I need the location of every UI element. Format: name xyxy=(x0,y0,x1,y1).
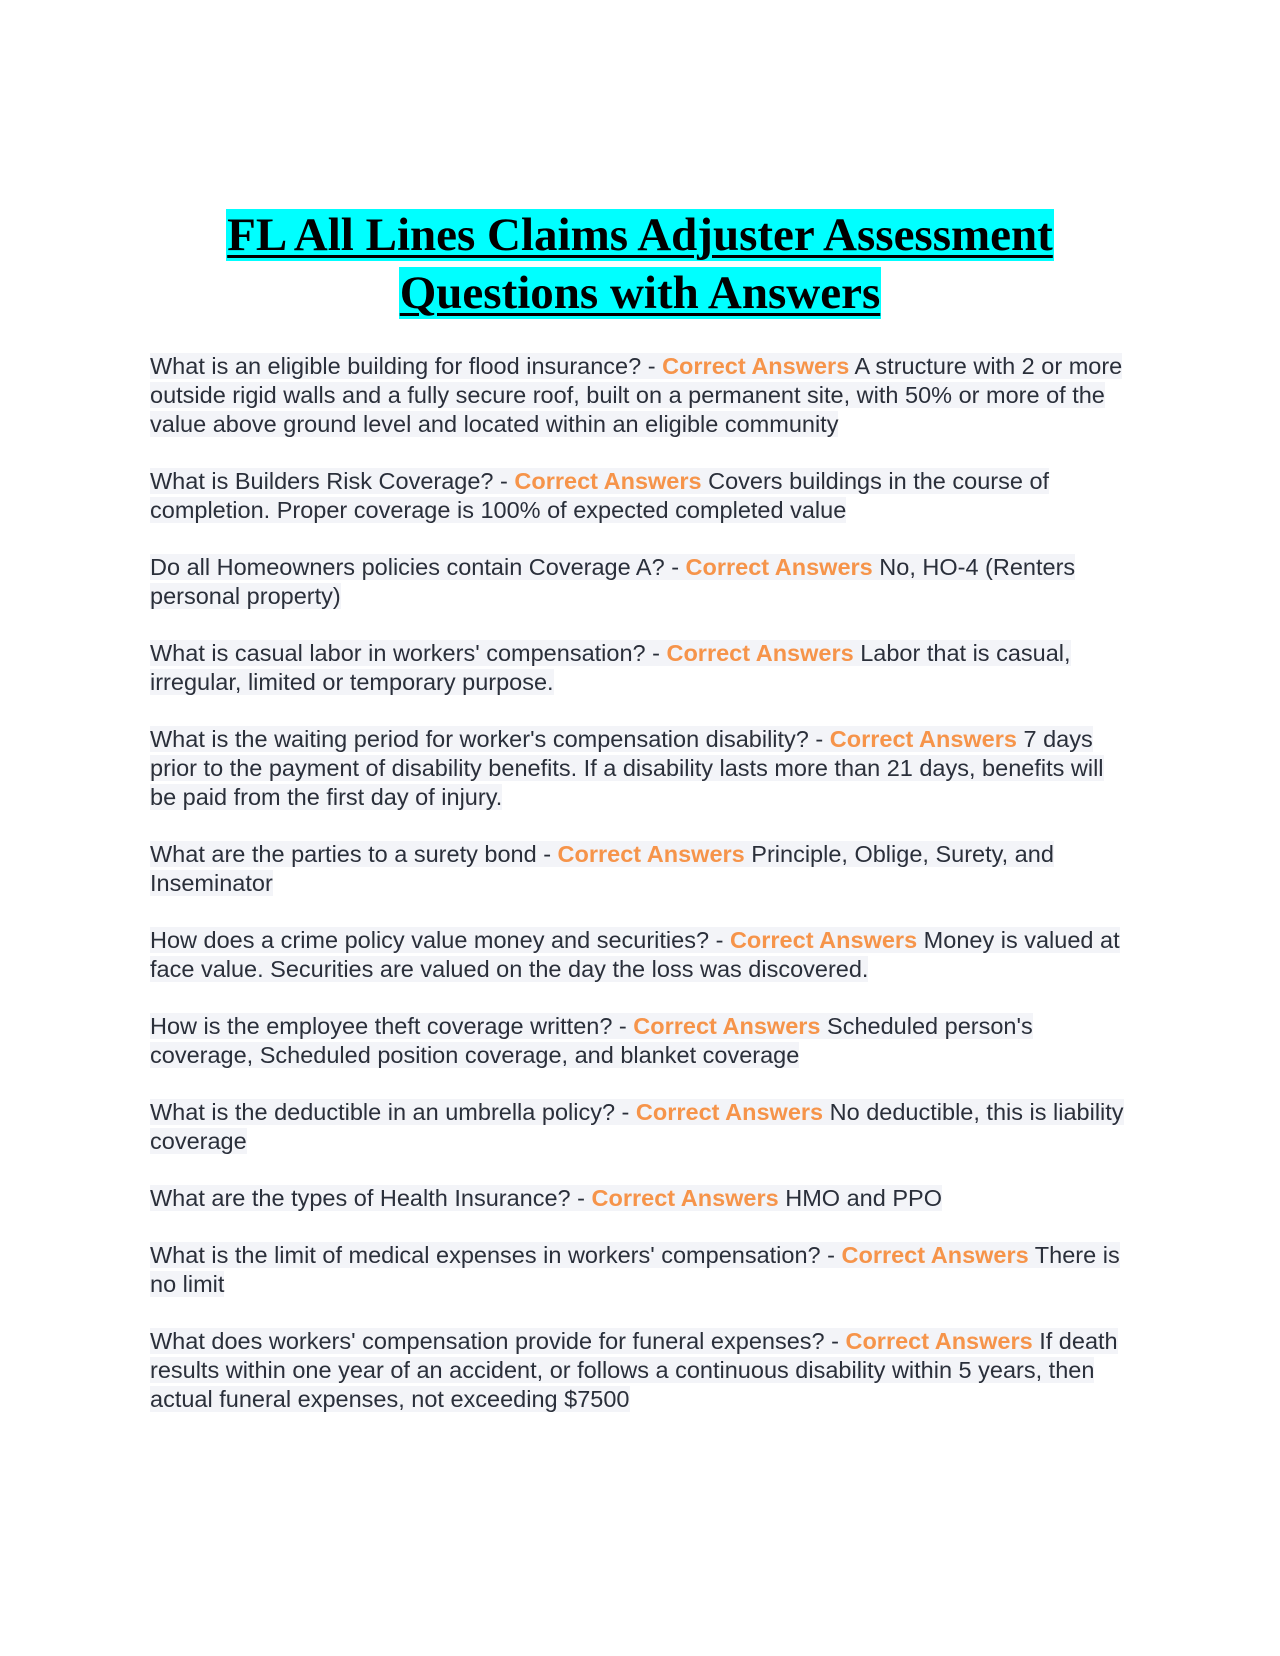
qa-item xyxy=(150,1327,1135,1414)
qa-answer: There is no limit xyxy=(150,1242,1120,1297)
qa-question: How is the employee theft coverage written? - xyxy=(150,1013,634,1039)
qa-item xyxy=(150,1241,1135,1299)
qa-item xyxy=(150,639,1135,697)
qa-item xyxy=(150,1184,1135,1213)
qa-question: What is casual labor in workers' compensation? - xyxy=(150,640,667,666)
correct-answers-label: Correct Answers xyxy=(685,554,873,580)
qa-answer: A structure with 2 or more outside rigid walls and a fully secure roof, built on a permanent site, with 50% or more of the value above ground level and located within an eligible community xyxy=(150,353,1123,437)
qa-question: Do all Homeowners policies contain Coverage A? - xyxy=(150,554,686,580)
correct-answers-label: Correct Answers xyxy=(829,726,1017,752)
title-line-2: Questions with Answers xyxy=(399,267,881,319)
qa-question: What does workers' compensation provide for funeral expenses? - xyxy=(150,1328,846,1354)
correct-answers-label: Correct Answers xyxy=(591,1185,779,1211)
qa-question: What is the limit of medical expenses in workers' compensation? - xyxy=(150,1242,842,1268)
qa-answer: No, HO-4 (Renters personal property) xyxy=(150,554,1076,609)
document-title xyxy=(150,206,1130,322)
qa-item xyxy=(150,553,1135,611)
qa-answer: 7 days prior to the payment of disability benefits. If a disability lasts more than 21 days, benefits will be paid from the first day of injury. xyxy=(150,726,1104,810)
correct-answers-label: Correct Answers xyxy=(514,468,702,494)
correct-answers-label: Correct Answers xyxy=(633,1013,821,1039)
correct-answers-label: Correct Answers xyxy=(557,841,745,867)
correct-answers-label: Correct Answers xyxy=(662,353,850,379)
qa-answer: HMO and PPO xyxy=(778,1185,942,1211)
qa-item xyxy=(150,467,1135,525)
qa-question: What are the types of Health Insurance? - xyxy=(150,1185,592,1211)
qa-answer: Scheduled person's coverage, Scheduled position coverage, and blanket coverage xyxy=(150,1013,1033,1068)
qa-answer: Money is valued at face value. Securities are valued on the day the loss was discovered. xyxy=(150,927,1120,982)
qa-question: What is the waiting period for worker's compensation disability? - xyxy=(150,726,830,752)
correct-answers-label: Correct Answers xyxy=(845,1328,1033,1354)
correct-answers-label: Correct Answers xyxy=(841,1242,1029,1268)
correct-answers-label: Correct Answers xyxy=(729,927,918,953)
qa-answer: Covers buildings in the course of completion. Proper coverage is 100% of expected completed value xyxy=(150,468,1050,523)
qa-answer: Principle, Oblige, Surety, and Inseminator xyxy=(150,841,1054,896)
title-line-1: FL All Lines Claims Adjuster Assessment xyxy=(227,209,1053,261)
qa-item xyxy=(150,926,1135,984)
qa-question: What is the deductible in an umbrella policy? - xyxy=(150,1099,636,1125)
correct-answers-label: Correct Answers xyxy=(666,640,854,666)
qa-question: What is an eligible building for flood insurance? - xyxy=(150,353,663,379)
qa-item xyxy=(150,840,1135,898)
qa-answer: No deductible, this is liability coverage xyxy=(150,1099,1124,1154)
qa-item xyxy=(150,1098,1135,1156)
qa-question: What is Builders Risk Coverage? - xyxy=(150,468,515,494)
qa-answer: Labor that is casual, irregular, limited or temporary purpose. xyxy=(150,640,1071,695)
qa-item xyxy=(150,725,1135,812)
qa-question: What are the parties to a surety bond - xyxy=(150,841,558,867)
qa-answer: If death results within one year of an accident, or follows a continuous disability within 5 years, then actual funeral expenses, not exceeding $7500 xyxy=(150,1328,1118,1412)
qa-item xyxy=(150,352,1135,439)
correct-answers-label: Correct Answers xyxy=(635,1099,824,1125)
qa-list xyxy=(150,352,1135,1442)
qa-item xyxy=(150,1012,1135,1070)
qa-question: How does a crime policy value money and securities? - xyxy=(150,927,730,953)
